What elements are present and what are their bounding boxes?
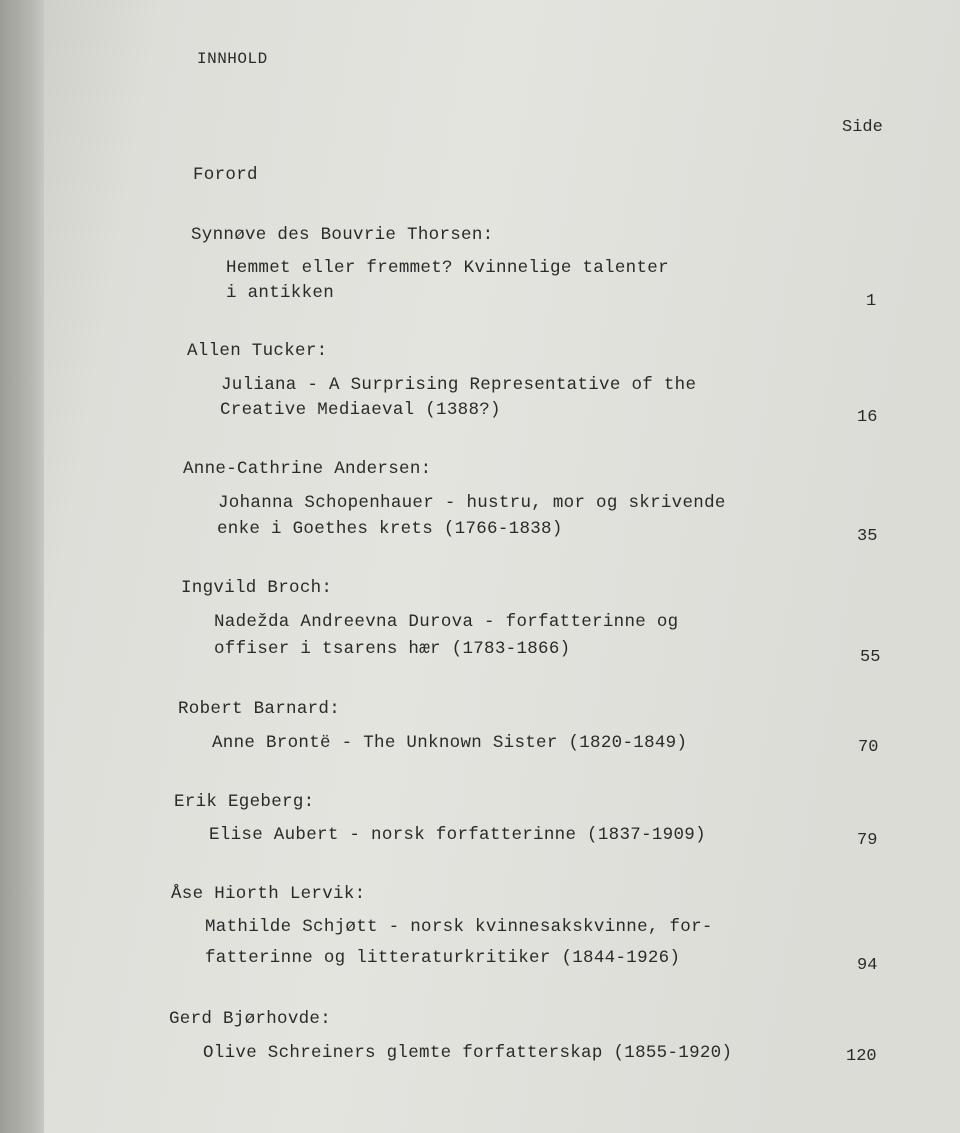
toc-author: Allen Tucker: [187,341,328,361]
toc-page-number: 70 [858,738,879,757]
toc-page-number: 35 [857,527,878,546]
toc-title-line: Elise Aubert - norsk forfatterinne (1837-1909) [209,825,706,845]
toc-title-line: offiser i tsarens hær (1783-1866) [214,639,571,659]
toc-author: Åse Hiorth Lervik: [171,884,366,904]
toc-title-line: Mathilde Schjøtt - norsk kvinnesakskvinne, for- [205,917,713,937]
toc-title-line: Nadežda Andreevna Durova - forfatterinne og [214,612,679,632]
page-title: INNHOLD [197,50,268,68]
toc-title-line: Hemmet eller fremmet? Kvinnelige talenter [226,258,669,278]
toc-title-line: enke i Goethes krets (1766-1838) [217,519,563,539]
toc-title-line: i antikken [226,283,335,303]
toc-author: Anne-Cathrine Andersen: [183,459,432,479]
toc-title-line: Creative Mediaeval (1388?) [220,400,501,420]
toc-author: Ingvild Broch: [181,578,333,598]
toc-author: Robert Barnard: [178,699,341,719]
toc-title-line: fatterinne og litteraturkritiker (1844-1926) [205,948,681,968]
toc-page-number: 79 [857,831,878,850]
toc-page-number: 55 [860,648,881,667]
foreword-entry: Forord [193,165,258,185]
toc-page-number: 1 [866,292,877,311]
toc-author: Gerd Bjørhovde: [169,1009,332,1029]
toc-title-line: Olive Schreiners glemte forfatterskap (1855-1920) [203,1043,733,1063]
toc-title-line: Anne Brontë - The Unknown Sister (1820-1849) [212,733,688,753]
toc-page-number: 94 [857,956,878,975]
toc-author: Synnøve des Bouvrie Thorsen: [191,225,494,245]
toc-author: Erik Egeberg: [174,792,315,812]
page-spine-shadow [0,0,44,1133]
toc-page-number: 16 [857,408,878,427]
toc-title-line: Juliana - A Surprising Representative of the [221,375,697,395]
toc-page-number: 120 [846,1047,877,1066]
toc-title-line: Johanna Schopenhauer - hustru, mor og skrivende [218,493,726,513]
page-column-header: Side [842,118,883,137]
